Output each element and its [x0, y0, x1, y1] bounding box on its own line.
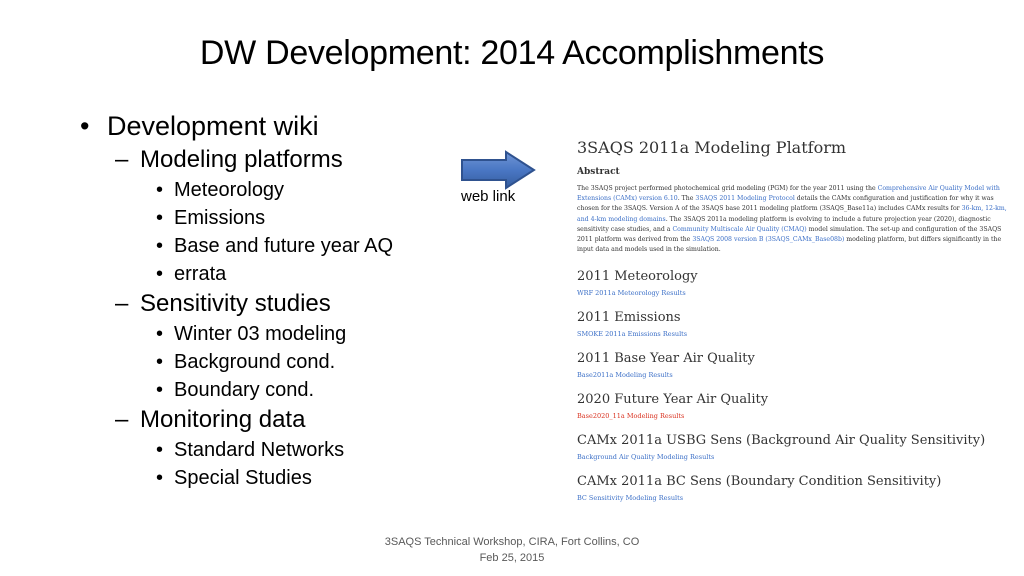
subbullet-text: Modeling platforms [140, 146, 343, 173]
abstract-text-part: . The 3SAQS 2011a modeling platform is evolving to include a future projection year (2020), diagnostic sensitivity case studies, and a [577, 215, 991, 233]
dash-marker: – [115, 146, 129, 173]
wiki-page-screenshot [572, 130, 1017, 515]
item-text: Background cond. [174, 351, 336, 373]
bullet-marker: • [156, 379, 164, 401]
dash-marker: – [115, 290, 129, 317]
bullet-marker: • [156, 351, 164, 373]
bullet-marker: • [156, 263, 164, 285]
section-title: CAMx 2011a USBG Sens (Background Air Quality Sensitivity) [577, 433, 986, 449]
abstract-text-part: The 3SAQS project performed photochemical grid modeling (PGM) for the year 2011 using the [577, 185, 878, 192]
subbullet-text: Sensitivity studies [140, 290, 331, 317]
web-link-label[interactable]: web link [461, 188, 516, 205]
dash-marker: – [115, 406, 129, 433]
section-meteorology [577, 269, 1017, 297]
section-base-year-aq [577, 351, 1017, 379]
right-arrow-icon [460, 150, 536, 190]
section-future-year-aq [577, 392, 1017, 420]
cmaq-link[interactable]: Community Multiscale Air Quality (CMAQ) [672, 225, 807, 233]
bullet-development-wiki [80, 108, 480, 144]
section-title: 2011 Meteorology [577, 269, 698, 285]
section-link[interactable]: Background Air Quality Modeling Results [577, 453, 715, 462]
footer-line-1: 3SAQS Technical Workshop, CIRA, Fort Collins, CO [384, 536, 640, 548]
item-text: Base and future year AQ [174, 235, 394, 257]
subbullet-monitoring-data [80, 404, 480, 436]
bullet-text: Development wiki [107, 111, 319, 141]
bullet-marker: • [156, 439, 164, 461]
wiki-page-title: 3SAQS 2011a Modeling Platform [577, 138, 847, 157]
modeling-domains-link[interactable]: 36-km, 12-km, and 4-km modeling domains [577, 205, 1007, 223]
item-base-future-aq [80, 232, 480, 260]
section-emissions [577, 310, 1017, 338]
item-boundary-cond [80, 376, 480, 404]
abstract-text-part: model simulation. The set-up and configuration of the 3SAQS 2011 platform was derived from the [577, 225, 1002, 244]
base08b-link[interactable]: 3SAQS 2008 version B (3SAQS_CAMx_Base08b) [692, 236, 845, 244]
slide-title: DW Development: 2014 Accomplishments [199, 34, 825, 72]
subbullet-text: Monitoring data [140, 406, 306, 433]
bullet-marker: • [156, 207, 164, 229]
section-title: 2011 Base Year Air Quality [577, 351, 755, 367]
abstract-text-part: details the CAMx configuration and justification for why it was chosen for the 3SAQS. Version A of the 3SAQS base 2011 modeling platform (3SAQS_Base11a) includes CAMx results for [577, 195, 994, 213]
slide-footer [0, 534, 1024, 566]
item-text: errata [174, 263, 227, 285]
section-link[interactable]: SMOKE 2011a Emissions Results [577, 330, 688, 339]
abstract-text-part: modeling platform, but differs significantly in the input data and models used in the simulation. [577, 236, 1002, 254]
footer-line-2: Feb 25, 2015 [479, 552, 545, 564]
bullet-marker: • [156, 467, 164, 489]
abstract-heading: Abstract [577, 167, 620, 177]
item-standard-networks [80, 436, 480, 464]
arrow-shape [462, 152, 534, 188]
bullet-marker: • [156, 179, 164, 201]
section-title: 2011 Emissions [577, 310, 681, 326]
item-winter-03 [80, 320, 480, 348]
item-text: Standard Networks [174, 439, 345, 461]
section-usbg-sens [577, 433, 1017, 461]
bullet-list [80, 108, 480, 492]
item-text: Special Studies [174, 467, 312, 489]
section-link[interactable]: WRF 2011a Meteorology Results [577, 289, 686, 298]
item-text: Winter 03 modeling [174, 323, 347, 345]
bullet-marker: • [80, 111, 90, 141]
item-errata [80, 260, 480, 288]
section-title: CAMx 2011a BC Sens (Boundary Condition Sensitivity) [577, 474, 942, 490]
item-text: Boundary cond. [174, 379, 315, 401]
abstract-text-part: . The [677, 195, 696, 203]
item-special-studies [80, 464, 480, 492]
bullet-marker: • [156, 235, 164, 257]
item-meteorology [80, 176, 480, 204]
section-link[interactable]: BC Sensitivity Modeling Results [577, 494, 684, 503]
section-bc-sens [577, 474, 1017, 502]
section-link[interactable]: Base2020_11a Modeling Results [577, 412, 685, 421]
camx-link[interactable]: Comprehensive Air Quality Model with Extensions (CAMx) version 6.10 [577, 185, 1000, 203]
section-link[interactable]: Base2011a Modeling Results [577, 371, 673, 380]
item-text: Emissions [174, 207, 266, 229]
section-title: 2020 Future Year Air Quality [577, 392, 769, 408]
modeling-protocol-link[interactable]: 3SAQS 2011 Modeling Protocol [695, 195, 795, 203]
subbullet-sensitivity-studies [80, 288, 480, 320]
item-background-cond [80, 348, 480, 376]
bullet-marker: • [156, 323, 164, 345]
abstract-text [577, 184, 1013, 255]
item-text: Meteorology [174, 179, 285, 201]
item-emissions [80, 204, 480, 232]
subbullet-modeling-platforms [80, 144, 480, 176]
